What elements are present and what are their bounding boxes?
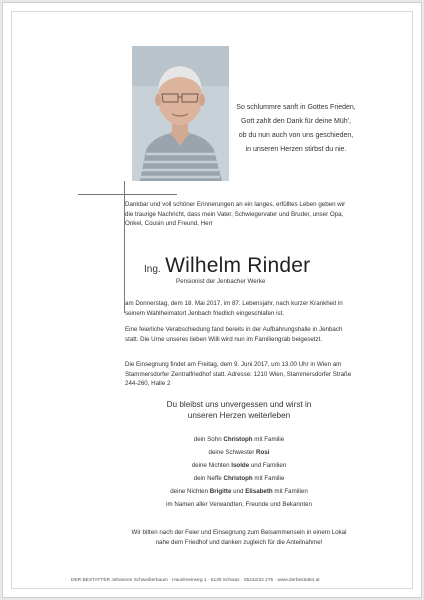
occupation-subtitle: Pensionist der Jenbacher Werke [176, 278, 266, 285]
death-notice-paragraph: am Donnerstag, dem 18. Mai 2017, im 87. Lebensjahr, nach kurzer Krankheit in seinem Wahlheimatort Jenbach friedlich eingeschlafen ist. [125, 300, 343, 317]
portrait-photo [132, 46, 229, 181]
poem-line: Gott zahlt den Dank für deine Müh', [241, 118, 351, 125]
cross-horizontal-line [78, 194, 177, 195]
deceased-name [144, 254, 310, 278]
motto-line: unseren Herzen weiterleben [187, 411, 291, 420]
name-text: Wilhelm Rinder [165, 254, 311, 277]
family-line: deine Nichten Brigitte und Elisabeth mit Familien [170, 488, 308, 495]
memorial-motto [125, 399, 353, 421]
family-line: dein Neffe Christoph mit Familie [193, 475, 285, 482]
family-line: dein Sohn Christoph mit Familie [193, 436, 285, 443]
poem [231, 101, 361, 157]
poem-line: So schlummre sanft in Gottes Frieden, [236, 104, 356, 111]
intro-paragraph: Dankbar und voll schöner Erinnerungen an ein langes, erfülltes Leben geben wir die traurige Nachricht, dass mein Vater, Schwiegervater und Bruder, unser Opa, Onkel, Cousin und Freund, Herr [125, 201, 346, 227]
poem-line: in unseren Herzen stirbst du nie. [245, 146, 347, 153]
family-line: deine Schwester Rosi [208, 449, 270, 456]
portrait-illustration [132, 46, 229, 181]
blessing-paragraph: Die Einsegnung findet am Freitag, dem 9. Juni 2017, um 13.00 Uhr in Wien am Stammersdorfer Zentralfriedhof statt. Adresse: 1210 Wien, Stammersdorfer Straße 244-260, Halle 2 [125, 361, 352, 387]
obituary-sheet [2, 2, 422, 598]
farewell-paragraph: Eine feierliche Verabschiedung fand bereits in der Aufbahrungshalle in Jenbach statt. Die Urne unseres lieben Willi wird nun im Familiengrab beigesetzt. [125, 326, 343, 343]
name-title: Ing. [144, 264, 161, 275]
closing-paragraph: Wir bitten nach der Feier und Einsegnung zum Beisammensein in einem Lokal nahe dem Friedhof und danken zugleich für die Anteilnahme! [131, 529, 347, 546]
poem-line: ob du nun auch von uns geschieden, [238, 132, 354, 139]
undertaker-footer: DER BESTATTER Johannes Schweiberbaum · Hauslmeirweg 1 · 6130 Schwaz · 05242/22 275 · www.derbestatter.at [71, 578, 320, 583]
family-line: im Namen aller Verwandten, Freunde und Bekannten [166, 501, 312, 508]
family-line: deine Nichten Isolde und Familien [191, 462, 287, 469]
motto-line: Du bleibst uns unvergessen und wirst in [166, 400, 312, 409]
family-list [125, 433, 353, 511]
